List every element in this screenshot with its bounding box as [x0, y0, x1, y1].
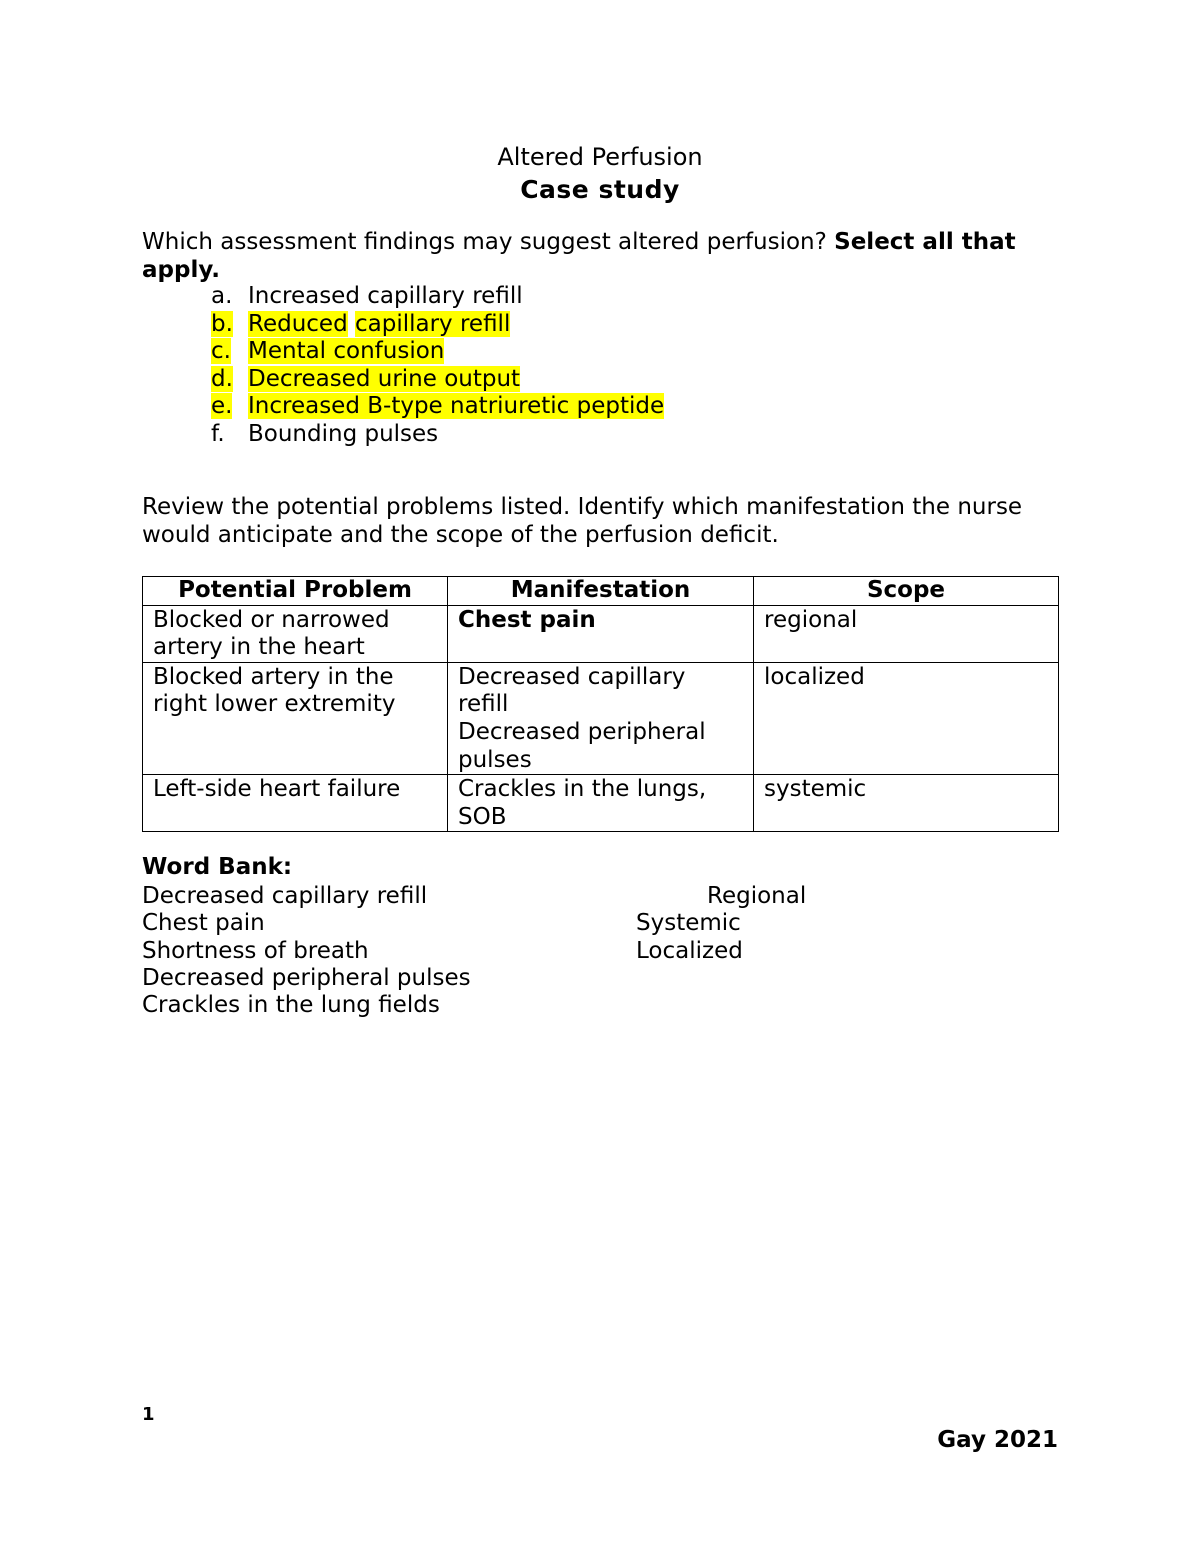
- option-a: [211, 283, 664, 311]
- question-1-prompt: [142, 228, 1062, 284]
- option-letter: f.: [211, 420, 225, 447]
- cell-scope: regional: [754, 605, 1059, 662]
- word-bank-item: Shortness of breath: [142, 937, 369, 964]
- answer-options: [211, 283, 664, 449]
- header-potential-problem: Potential Problem: [143, 577, 448, 606]
- word-bank-title: Word Bank:: [142, 854, 293, 880]
- table-row: [143, 605, 1059, 662]
- cell-scope: systemic: [754, 775, 1059, 832]
- footer-author-year: Gay 2021: [937, 1427, 1058, 1453]
- cell-manifestation: [448, 662, 754, 774]
- option-d: [211, 366, 664, 394]
- table-row: [143, 662, 1059, 774]
- cell-manifestation: Crackles in the lungs, SOB: [448, 775, 754, 832]
- word-bank-item: Chest pain: [142, 910, 265, 937]
- option-letter: b.: [211, 310, 233, 337]
- option-text-part1: Reduced: [248, 310, 348, 337]
- word-bank-scopes: [0, 883, 1200, 973]
- option-letter: a.: [211, 283, 233, 309]
- option-text-part2: capillary refill: [354, 310, 511, 337]
- option-text: Mental confusion: [248, 338, 445, 365]
- question-1-instruction: Select all that apply.: [142, 229, 1016, 283]
- option-c: [211, 338, 664, 366]
- header-manifestation: Manifestation: [448, 577, 754, 606]
- manifestation-line: Decreased peripheral pulses: [458, 718, 706, 773]
- header-scope: Scope: [754, 577, 1059, 606]
- cell-problem: Blocked or narrowed artery in the heart: [143, 605, 448, 662]
- word-bank-scope: Regional: [707, 883, 807, 909]
- page-subtitle: Case study: [520, 175, 680, 204]
- perfusion-table: [142, 576, 1059, 832]
- option-e: [211, 393, 664, 421]
- word-bank-item: Crackles in the lung fields: [142, 992, 440, 1019]
- option-letter: e.: [211, 393, 233, 420]
- option-f: [211, 421, 664, 449]
- option-text: Bounding pulses: [248, 420, 439, 447]
- table-row: [143, 775, 1059, 832]
- option-letter: c.: [211, 338, 231, 365]
- option-text: Increased capillary refill: [248, 283, 523, 309]
- option-b: [211, 311, 664, 339]
- cell-problem: Left-side heart failure: [143, 775, 448, 832]
- cell-manifestation: Chest pain: [448, 605, 754, 662]
- page-number: 1: [142, 1404, 155, 1425]
- word-bank-item: Decreased capillary refill: [142, 883, 428, 909]
- option-text: Increased B-type natriuretic peptide: [248, 393, 665, 420]
- word-bank-scope: Systemic: [636, 910, 741, 937]
- manifestation-line: Decreased capillary refill: [458, 663, 686, 718]
- option-letter: d.: [211, 365, 233, 392]
- cell-problem: Blocked artery in the right lower extremity: [143, 662, 448, 774]
- cell-scope: localized: [754, 662, 1059, 774]
- word-bank-item: Decreased peripheral pulses: [142, 964, 471, 991]
- question-1-text: Which assessment findings may suggest altered perfusion?: [142, 229, 835, 255]
- word-bank-scope: Localized: [636, 937, 743, 964]
- table-header-row: [143, 577, 1059, 606]
- page-title: Altered Perfusion: [497, 143, 703, 171]
- question-2-prompt: Review the potential problems listed. Identify which manifestation the nurse would anticipate and the scope of the perfusion deficit.: [142, 494, 1023, 548]
- option-text: Decreased urine output: [248, 365, 521, 392]
